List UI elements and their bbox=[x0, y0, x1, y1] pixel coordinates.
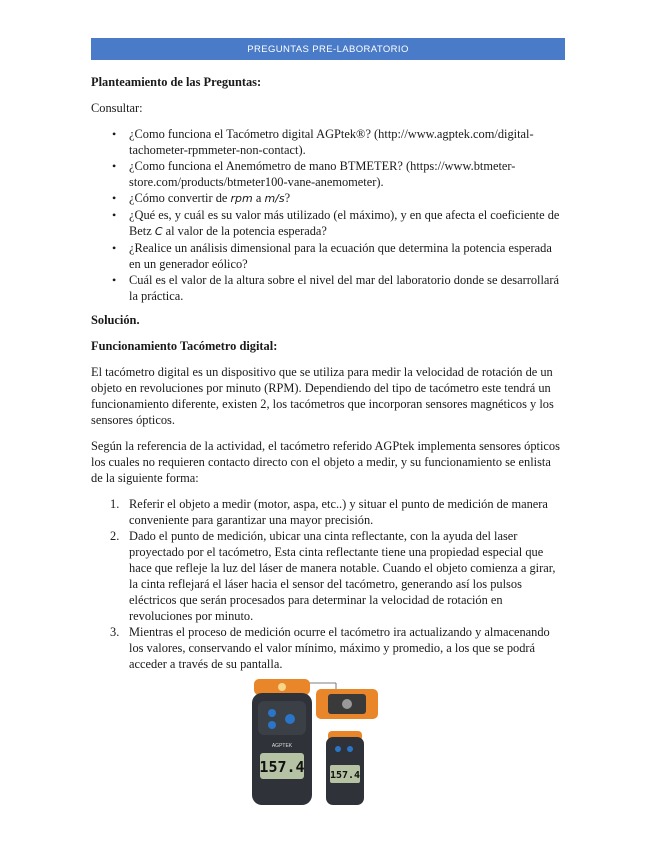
list-item: • ¿Como funciona el Anemómetro de mano BTMETER? (https://www.btmeter-store.com/products/btmeter100-vane-anemometer). bbox=[91, 158, 565, 190]
lcd-reading-small: 157.4 bbox=[329, 770, 361, 781]
list-item: • ¿Como funciona el Tacómetro digital AGPtek®? (http://www.agptek.com/digital-tachometer-rpmmeter-non-contact). bbox=[91, 126, 565, 158]
tachometer-figure bbox=[246, 675, 386, 807]
sensor-lens-icon bbox=[342, 699, 352, 709]
list-item: 2. Dado el punto de medición, ubicar una cinta reflectante, con la ayuda del laser proyectado por el tacómetro, Esta cinta reflectante tiene una propiedad especial que hace que refleje la luz del láser de manera notable. Cuando el objeto comienza a girar, la cinta reflejará el láser hacia el sensor del tacómetro, generando así los pulsos eléctricos que serán procesados para determinar la velocidad de rotación en revoluciones por minuto. bbox=[110, 529, 556, 623]
betz-variable: C bbox=[154, 225, 163, 238]
paragraph: Según la referencia de la actividad, el tacómetro referido AGPtek implementa sensores ópticos los cuales no requieren contacto directo con el objeto a medir, y su funcionamiento se enlista de la siguiente forma: bbox=[91, 439, 560, 485]
paragraph: El tacómetro digital es un dispositivo que se utiliza para medir la velocidad de rotación de un objeto en revoluciones por minuto (RPM). Dependiendo del tipo de tacómetro este tendrá un funcionamiento diferente, existen 2, los tacómetros que incorporan sensores magnéticos y los sensores ópticos. bbox=[91, 365, 554, 427]
page-header-bar bbox=[91, 38, 565, 60]
list-item: • ¿Realice un análisis dimensional para la ecuación que determina la potencia esperada en un generador eólico? bbox=[91, 240, 565, 272]
steps-list bbox=[91, 496, 565, 672]
button-icon bbox=[268, 721, 276, 729]
list-item: • Cuál es el valor de la altura sobre el nivel del mar del laboratorio donde se desarrollará la práctica. bbox=[91, 272, 565, 304]
section-heading-solution: Solución. bbox=[91, 313, 140, 327]
list-item: • ¿Cómo convertir de rpm a m/s? bbox=[91, 190, 565, 207]
document-body bbox=[91, 74, 565, 678]
list-item: • ¿Qué es, y cuál es su valor más utilizado (el máximo), y en que afecta el coeficiente de Betz C al valor de la potencia esperada? bbox=[91, 207, 565, 240]
button-icon bbox=[268, 709, 276, 717]
list-item: 1. Referir el objeto a medir (motor, aspa, etc..) y situar el punto de medición de manera conveniente para garantizar una mayor precisión. bbox=[110, 497, 548, 527]
unit-ms: m/s bbox=[264, 192, 285, 205]
device-brand: AGPTEK bbox=[271, 743, 293, 749]
unit-rpm: rpm bbox=[230, 192, 253, 205]
header-title: PREGUNTAS PRE-LABORATORIO bbox=[247, 43, 409, 55]
button-icon bbox=[285, 714, 295, 724]
device-keypad-area bbox=[258, 701, 306, 735]
section-heading-questions: Planteamiento de las Preguntas: bbox=[91, 75, 262, 89]
list-item: 3. Mientras el proceso de medición ocurre el tacómetro ira actualizando y almacenando los valores, conservando el valor mínimo, máximo y promedio, a los que se podrá acceder a través de su pantalla. bbox=[110, 625, 550, 671]
intro-text: Consultar: bbox=[91, 101, 143, 115]
button-icon bbox=[335, 746, 341, 752]
section-heading-tachometer: Funcionamiento Tacómetro digital: bbox=[91, 339, 278, 353]
button-icon bbox=[347, 746, 353, 752]
laser-window-icon bbox=[278, 683, 286, 691]
lcd-reading: 157.4 bbox=[259, 758, 305, 776]
questions-list bbox=[91, 126, 565, 304]
